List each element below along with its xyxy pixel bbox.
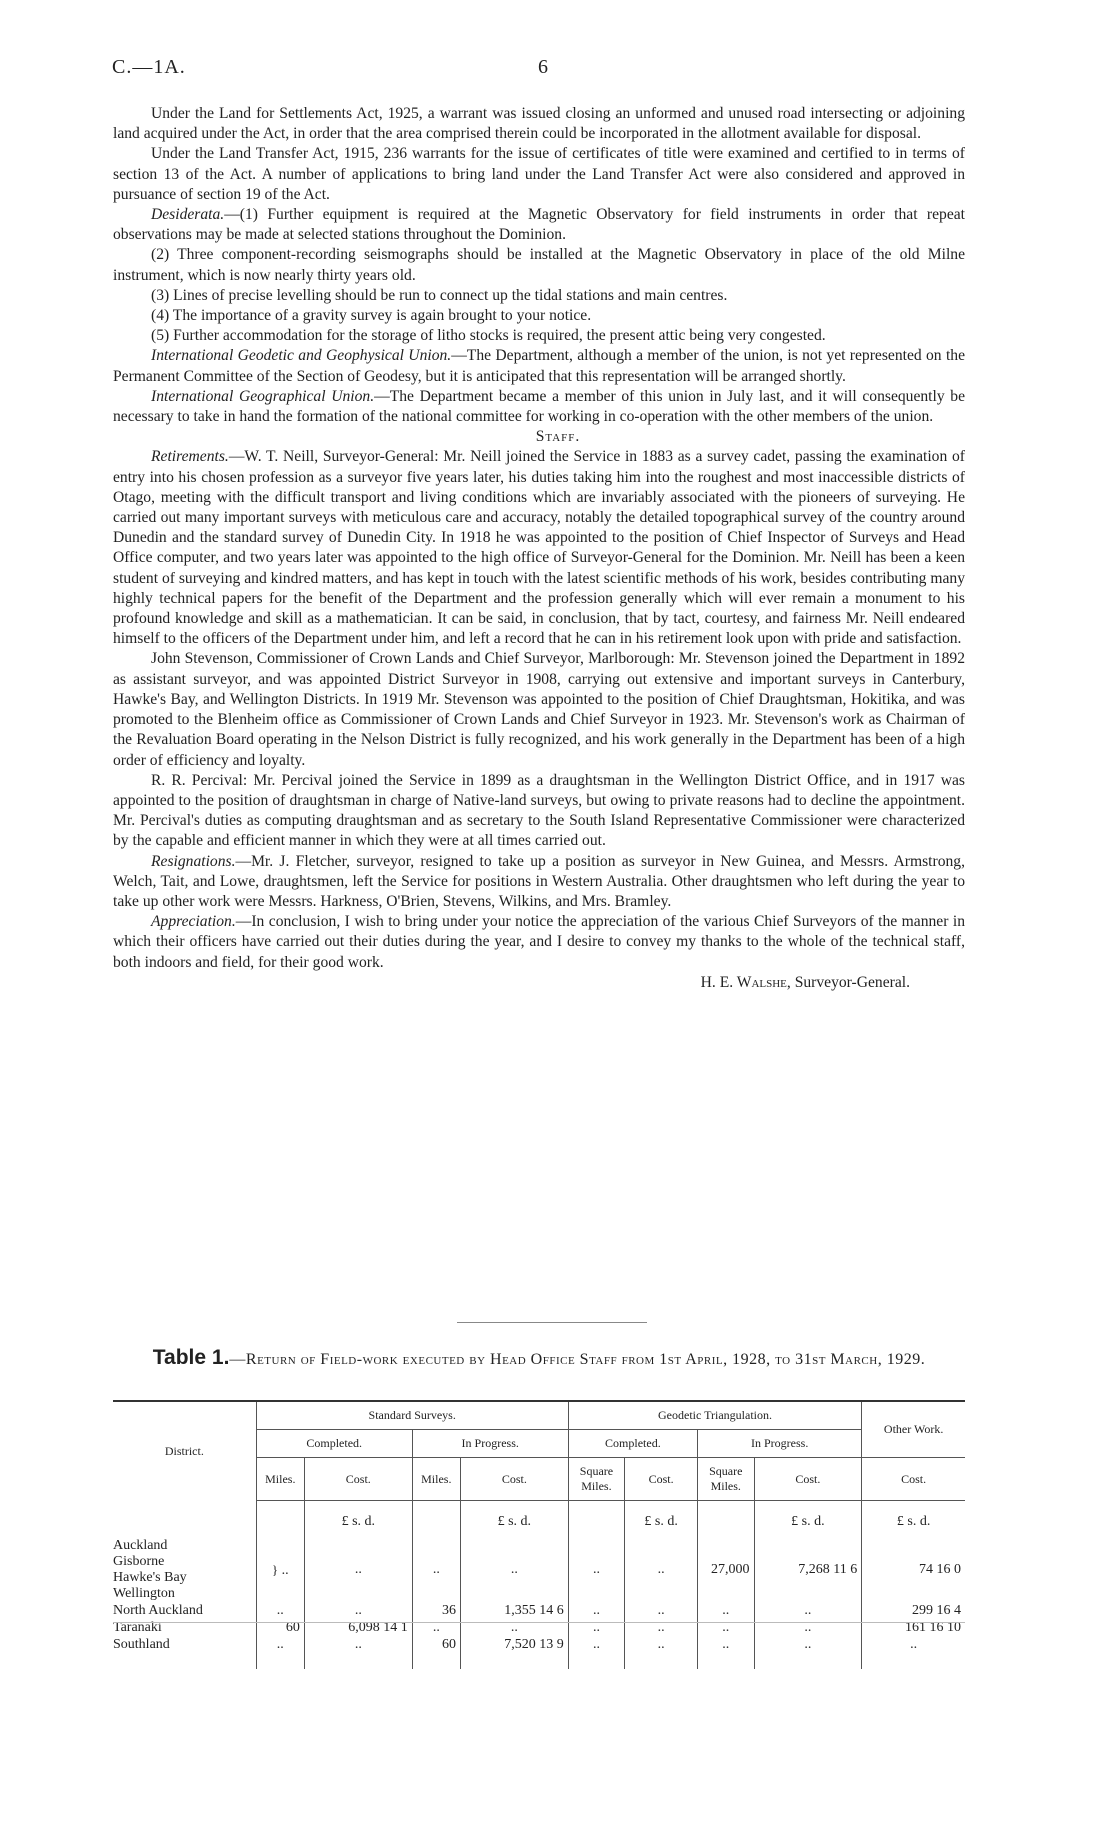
- col-header-district: District.: [113, 1401, 256, 1501]
- paragraph: Retirements.—W. T. Neill, Surveyor-General: Mr. Neill joined the Service in 1883 as a survey cadet, passing the examination of entry into his chosen profession as a surveyor five years later, his duties taking him into the roughest and most inaccessible districts of Otago, meeting with the difficult transport and living conditions which are invariably associated with the pioneers of surveying. He carried out many important surveys with meticulous care and accuracy, notably the detailed topographical survey of the country around Dunedin and the standard survey of Dunedin City. In 1918 he was appointed to the position of Chief Inspector of Surveys and Head Office computer, and two years later was appointed to the high office of Surveyor-General for the Dominion. Mr. Neill has been a keen student of surveying and kindred matters, and has kept in touch with the latest scientific methods of his work, besides contributing many highly technical papers for the benefit of the Department and the profession generally which will ever remain a monument to his profound knowledge and skill as a mathematician. It can be said, in conclusion, that by tact, courtesy, and fairness Mr. Neill endeared himself to the officers of the Department under him, and left a record that he can in his retirement look upon with pride and satisfaction.: [113, 448, 965, 648]
- paragraph: R. R. Percival: Mr. Percival joined the Service in 1899 as a draughtsman in the Wellington District Office, and in 1917 was appointed to the position of draughtsman in charge of Native-land surveys, but owing to private reasons had to decline the appointment. Mr. Percival's duties as computing draughtsman and as secretary to the South Island Representative Commissioner were characterized by the capable and efficient manner in which they were at all times carried out.: [113, 771, 965, 850]
- field-work-table: [113, 1400, 965, 1669]
- table-row-grouped: Auckland Gisborne Hawke's Bay Wellington } .. .. .. .. .. .. 27,000 7,268 11 6 74 16 0: [113, 1538, 965, 1602]
- col-header-cost: Cost.: [862, 1458, 965, 1501]
- col-header-square-miles: Square Miles.: [698, 1458, 754, 1501]
- report-body: [113, 104, 965, 993]
- col-header-geodetic: Geodetic Triangulation.: [568, 1401, 862, 1430]
- page-number: 6: [538, 56, 548, 78]
- col-header-miles: Miles.: [412, 1458, 460, 1501]
- district-name: Auckland: [113, 1538, 168, 1553]
- col-header-cost: Cost.: [625, 1458, 698, 1501]
- paragraph: Resignations.—Mr. J. Fletcher, surveyor, resigned to take up a position as surveyor in New Guinea, and Messrs. Armstrong, Welch, Tait, and Lowe, draughtsmen, left the Service for positions in Western Australia. Other draughtsmen who left during the year to take up other work were Messrs. Harkness, O'Brien, Stevens, Wilkins, and Mrs. Bramley.: [113, 852, 965, 910]
- col-header-cost: Cost.: [754, 1458, 862, 1501]
- page-header: [112, 56, 964, 86]
- col-header-standard-surveys: Standard Surveys.: [256, 1401, 568, 1430]
- unit-label: £ s. d.: [862, 1501, 965, 1539]
- table-row: Southland .. .. 60 7,520 13 9 .. .. .. .. ..: [113, 1636, 965, 1669]
- paragraph: John Stevenson, Commissioner of Crown Lands and Chief Surveyor, Marlborough: Mr. Stevenson joined the Department in 1892 as assistant surveyor, and was appointed District Surveyor in 1908, carrying out extensive and important surveys in Canterbury, Hawke's Bay, and Wellington Districts. In 1919 Mr. Stevenson was appointed to the position of Chief Draughtsman, Hokitika, and was promoted to the Blenheim office as Commissioner of Crown Lands and Chief Surveyor in 1923. Mr. Stevenson's work as Chairman of the Revaluation Board operating in the Nelson District is fully recognized, and his work generally in the Department has been of a high order of efficiency and loyalty.: [113, 650, 965, 769]
- table-units-row: [113, 1501, 965, 1539]
- paragraph-lead: International Geodetic and Geophysical Union.: [151, 347, 452, 365]
- unit-label: £ s. d.: [304, 1501, 412, 1539]
- col-header-in-progress: In Progress.: [412, 1430, 568, 1458]
- table-title: [113, 1348, 965, 1370]
- paragraph-lead: Resignations.: [151, 852, 236, 870]
- col-header-other-work: Other Work.: [862, 1401, 965, 1458]
- grouped-districts: [113, 1538, 256, 1602]
- paragraph: (5) Further accommodation for the storage of litho stocks is required, the present attic being very congested.: [151, 327, 826, 345]
- paragraph: Under the Land for Settlements Act, 1925, a warrant was issued closing an unformed and unused road intersecting or adjoining land acquired under the Act, in order that the area comprised therein could be incorporated in the allotment available for disposal.: [113, 105, 965, 143]
- table-number: Table 1.: [152, 1346, 230, 1369]
- col-header-cost: Cost.: [460, 1458, 568, 1501]
- section-heading-staff: Staff.: [535, 428, 581, 446]
- brace-icon: }: [271, 1561, 279, 1577]
- table-bottom-rule: [113, 1622, 965, 1623]
- paragraph-lead: Retirements.: [151, 448, 229, 466]
- unit-label: £ s. d.: [460, 1501, 568, 1539]
- unit-label: £ s. d.: [625, 1501, 698, 1539]
- paragraph-lead: International Geographical Union.: [151, 387, 375, 405]
- signature: H. E. Walshe, Surveyor-General.: [700, 973, 910, 991]
- table-row: Taranaki 60 6,098 14 1 .. .. .. .. .. .. 161 16 10: [113, 1619, 965, 1636]
- paragraph-lead: Appreciation.: [151, 913, 236, 931]
- table-caption: —Return of Field-work executed by Head Office Staff from 1st April, 1928, to 31st March, 1929.: [229, 1351, 926, 1368]
- col-header-square-miles: Square Miles.: [568, 1458, 624, 1501]
- unit-label: £ s. d.: [754, 1501, 862, 1539]
- paragraph: (3) Lines of precise levelling should be run to connect up the tidal stations and main centres.: [151, 286, 728, 304]
- paragraph: Desiderata.—(1) Further equipment is required at the Magnetic Observatory for field instruments in order that repeat observations may be made at selected stations throughout the Dominion.: [113, 206, 965, 244]
- district-name: Hawke's Bay: [113, 1570, 187, 1585]
- section-divider: [457, 1322, 647, 1323]
- col-header-in-progress: In Progress.: [698, 1430, 862, 1458]
- col-header-completed: Completed.: [256, 1430, 412, 1458]
- paragraph-lead: Desiderata.: [151, 206, 225, 224]
- table-row: North Auckland .. .. 36 1,355 14 6 .. .. .. .. 299 16 4: [113, 1602, 965, 1619]
- col-header-completed: Completed.: [568, 1430, 697, 1458]
- paragraph: International Geographical Union.—The Department became a member of this union in July last, and it will consequently be necessary to take in hand the formation of the national committee for working in co-operation with the other members of the union.: [113, 387, 965, 426]
- district-name: Wellington: [113, 1586, 175, 1601]
- paragraph: Under the Land Transfer Act, 1915, 236 warrants for the issue of certificates of title were examined and certified to in terms of section 13 of the Act. A number of applications to bring land under the Land Transfer Act were also considered and approved in pursuance of section 19 of the Act.: [113, 145, 965, 203]
- paragraph: Appreciation.—In conclusion, I wish to bring under your notice the appreciation of the various Chief Surveyors of the manner in which their officers have carried out their duties during the year, and I desire to convey my thanks to the whole of the technical staff, both indoors and field, for their good work.: [113, 913, 965, 971]
- col-header-miles: Miles.: [256, 1458, 304, 1501]
- paragraph: (2) Three component-recording seismographs should be installed at the Magnetic Observatory in place of the old Milne instrument, which is now nearly thirty years old.: [113, 246, 965, 284]
- paragraph: International Geodetic and Geophysical Union.—The Department, although a member of the union, is not yet represented on the Permanent Committee of the Section of Geodesy, but it is anticipated that this representation will be arranged shortly.: [113, 347, 966, 385]
- paragraph: (4) The importance of a gravity survey is again brought to your notice.: [151, 307, 592, 325]
- col-header-cost: Cost.: [304, 1458, 412, 1501]
- district-name: Gisborne: [113, 1554, 165, 1569]
- document-code: C.—1A.: [112, 56, 186, 78]
